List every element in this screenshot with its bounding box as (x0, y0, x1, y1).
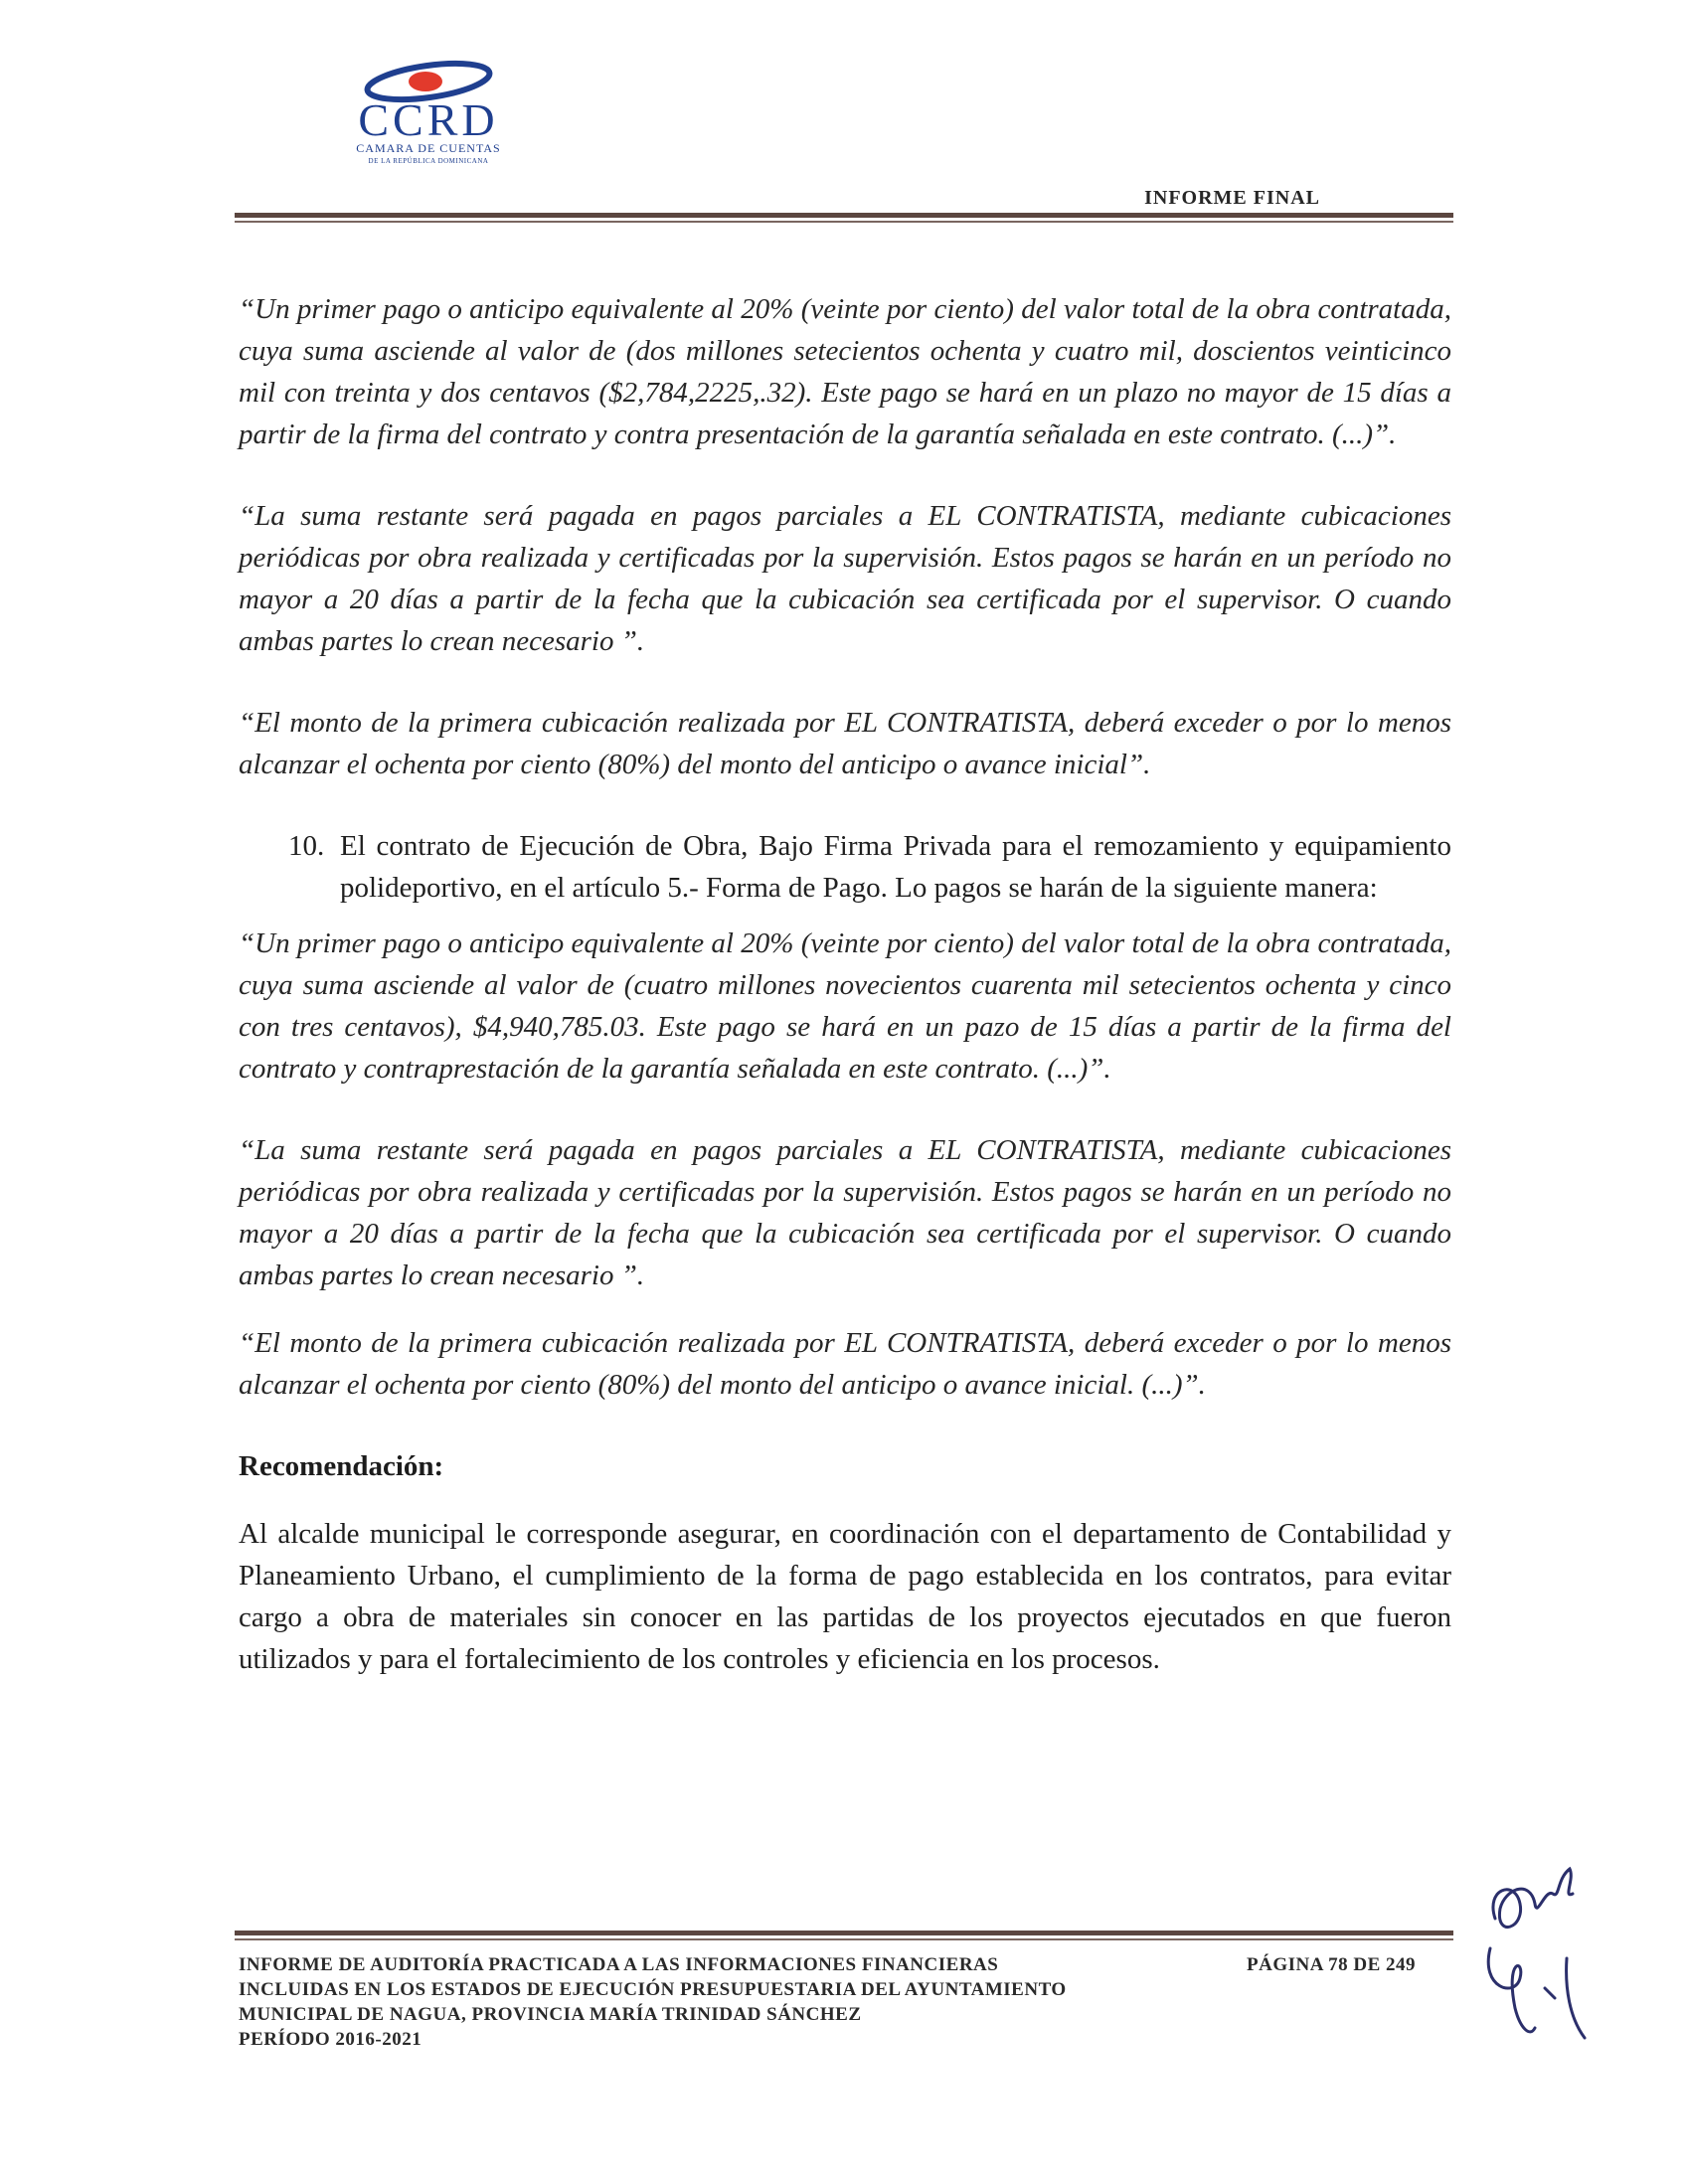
footer-line-1: INFORME DE AUDITORÍA PRACTICADA A LAS INFORMACIONES FINANCIERAS (239, 1954, 999, 1975)
quote-first-payment-2: “Un primer pago o anticipo equivalente al 20% (veinte por ciento) del valor total de la obra contratada, cuya suma asciende al valor de (cuatro millones novecientos cuarenta mil setecientos ochenta y cinco con tres centavos), $4,940,785.03. Este pago se hará en un pazo de 15 días a partir de la firma del contrato y contraprestación de la garantía señalada en este contrato. (...)”. (239, 927, 1451, 1085)
header-rule (235, 213, 1453, 218)
logo-text: CCRD (358, 94, 499, 145)
page-number: PÁGINA 78 DE 249 (1247, 1954, 1417, 1975)
header-rule-thin (235, 221, 1453, 223)
quote-remaining-payment-2: “La suma restante será pagada en pagos parciales a EL CONTRATISTA, mediante cubicaciones periódicas por obra realizada y certificadas por la supervisión. Estos pagos se harán en un período no mayor a 20 días a partir de la fecha que la cubicación sea certificada por el supervisor. O cuando ambas partes lo crean necesario ”. (239, 1134, 1451, 1291)
logo-subtitle-1: CAMARA DE CUENTAS (356, 141, 501, 155)
footer-rule (235, 1931, 1453, 1935)
footer-rule-thin (235, 1938, 1453, 1940)
recommendation-heading: Recomendación: (239, 1450, 444, 1482)
logo-subtitle-2: DE LA REPÚBLICA DOMINICANA (368, 157, 489, 165)
recommendation-text: Al alcalde municipal le corresponde asegurar, en coordinación con el departamento de Contabilidad y Planeamiento Urbano, el cumplimiento de la forma de pago establecida en los contratos, para evitar cargo a obra de materiales sin conocer en las partidas de los proyectos ejecutados en que fueron utilizados y para el fortalecimiento de los controles y eficiencia en los procesos. (239, 1518, 1451, 1675)
footer-line-3: MUNICIPAL DE NAGUA, PROVINCIA MARÍA TRINIDAD SÁNCHEZ (239, 2004, 862, 2025)
handwritten-signature (1475, 1849, 1614, 2048)
quote-first-payment-1: “Un primer pago o anticipo equivalente al 20% (veinte por ciento) del valor total de la obra contratada, cuya suma asciende al valor de (dos millones setecientos ochenta y cuatro mil, doscientos veinticinco mil con treinta y dos centavos ($2,784,2225,.32). Este pago se hará en un plazo no mayor de 15 días a partir de la firma del contrato y contra presentación de la garantía señalada en este contrato. (...)”. (239, 293, 1451, 450)
numbered-item-10 (288, 825, 1451, 909)
header-label: INFORME FINAL (1144, 187, 1320, 209)
page-content (239, 288, 1451, 1680)
item-number: 10. (288, 830, 325, 862)
footer-line-2: INCLUIDAS EN LOS ESTADOS DE EJECUCIÓN PRESUPUESTARIA DEL AYUNTAMIENTO (239, 1979, 1067, 2000)
item-text: El contrato de Ejecución de Obra, Bajo Firma Privada para el remozamiento y equipamiento polideportivo, en el artículo 5.- Forma de Pago. Lo pagos se harán de la siguiente manera: (340, 830, 1451, 904)
ccrd-logo (314, 60, 543, 169)
quote-first-cubication-1: “El monto de la primera cubicación realizada por EL CONTRATISTA, deberá exceder o por lo menos alcanzar el ochenta por ciento (80%) del monto del anticipo o avance inicial”. (239, 707, 1451, 780)
footer-line-4: PERÍODO 2016-2021 (239, 2029, 422, 2050)
ccrd-logo-graphic (314, 60, 543, 169)
quote-first-cubication-2: “El monto de la primera cubicación realizada por EL CONTRATISTA, deberá exceder o por lo menos alcanzar el ochenta por ciento (80%) del monto del anticipo o avance inicial. (...)”. (239, 1327, 1451, 1401)
quote-remaining-payment-1: “La suma restante será pagada en pagos parciales a EL CONTRATISTA, mediante cubicaciones periódicas por obra realizada y certificadas por la supervisión. Estos pagos se harán en un período no mayor a 20 días a partir de la fecha que la cubicación sea certificada por el supervisor. O cuando ambas partes lo crean necesario ”. (239, 500, 1451, 657)
